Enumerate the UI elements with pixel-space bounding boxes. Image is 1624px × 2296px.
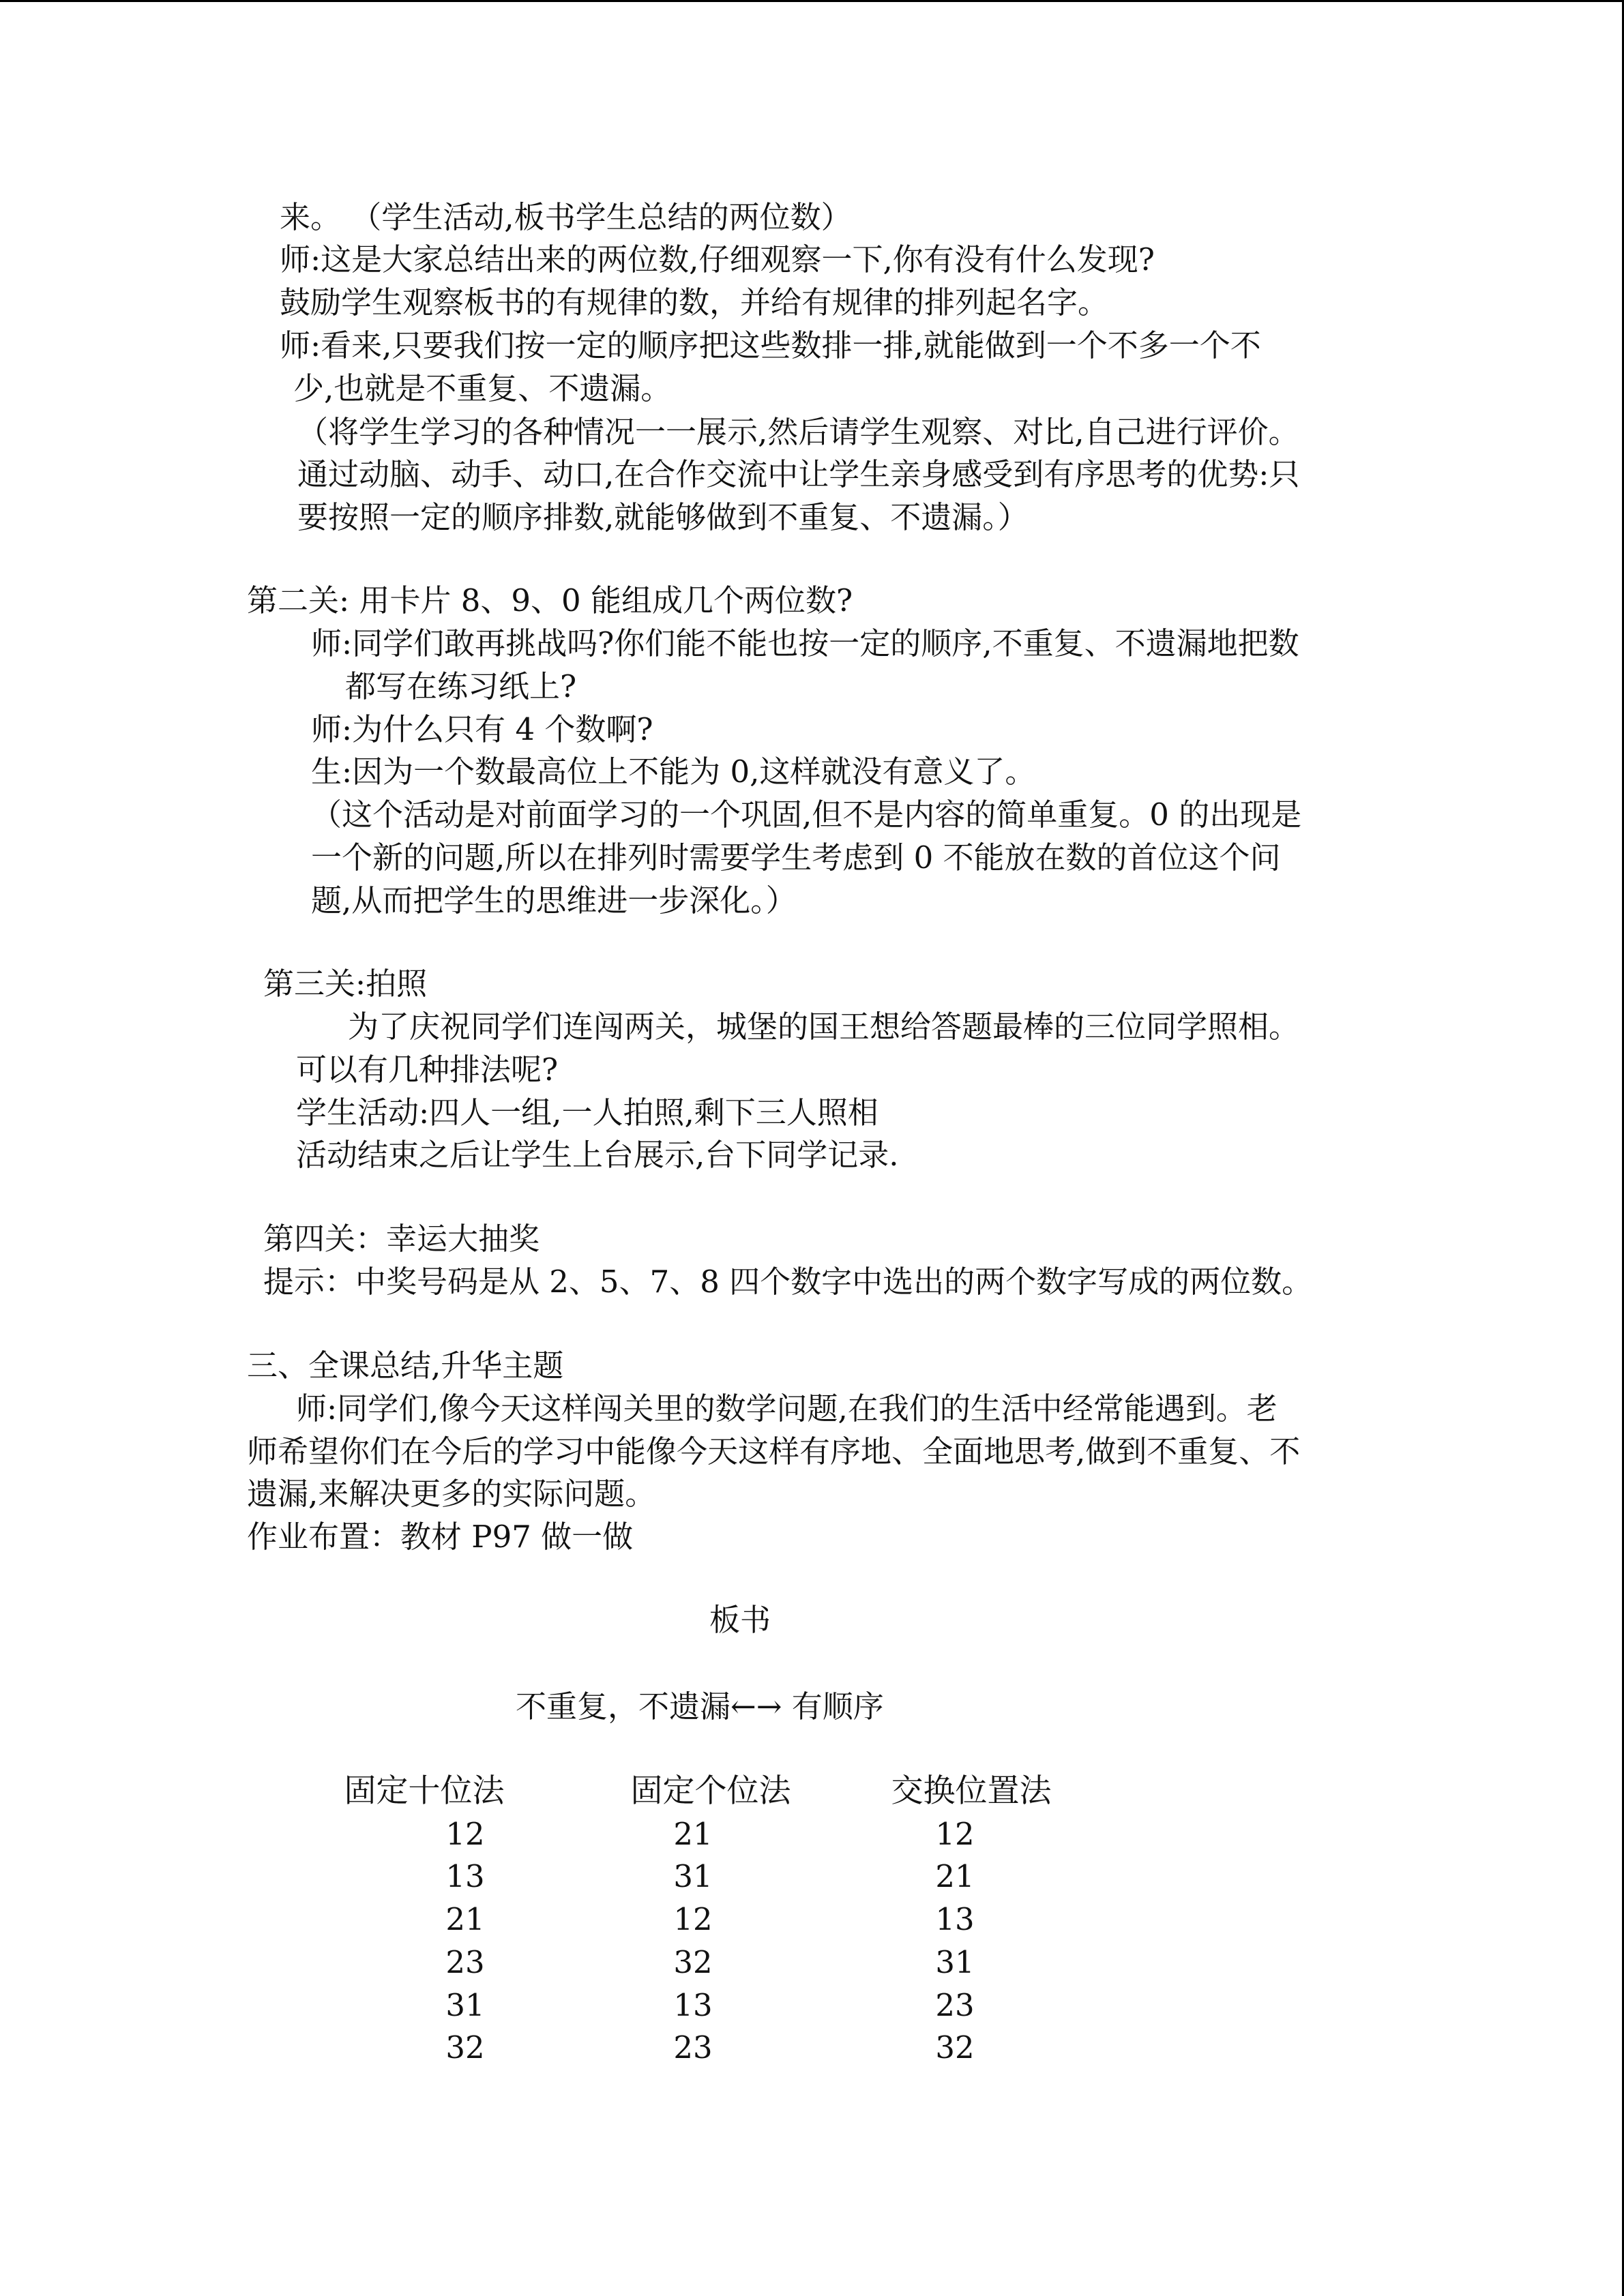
board-cell: 13 xyxy=(673,1987,713,2023)
board-column-header: 交换位置法 xyxy=(891,1772,1052,1810)
text-line: 师:同学们,像今天这样闯关里的数学问题,在我们的生活中经常能遇到。老 xyxy=(296,1390,1278,1427)
text-line: 都写在练习纸上? xyxy=(345,668,577,704)
text-line: 学生活动:四人一组,一人拍照,剩下三人照相 xyxy=(296,1094,879,1131)
text-line: 遗漏,来解决更多的实际问题。 xyxy=(247,1476,656,1512)
text-line: 师:看来,只要我们按一定的顺序把这些数排一排,就能做到一个不多一个不 xyxy=(280,327,1261,363)
text-line: 师:为什么只有 4 个数啊? xyxy=(311,711,653,747)
text-line: （将学生学习的各种情况一一展示,然后请学生观察、对比,自己进行评价。 xyxy=(297,414,1299,450)
text-line: 要按照一定的顺序排数,就能够做到不重复、不遗漏。） xyxy=(297,499,1029,535)
board-cell: 21 xyxy=(935,1858,975,1894)
board-cell: 32 xyxy=(673,1944,713,1980)
board-cell: 31 xyxy=(673,1858,713,1894)
section-heading: 第三关:拍照 xyxy=(263,966,428,1002)
text-line: 通过动脑、动手、动口,在合作交流中让学生亲身感受到有序思考的优势:只 xyxy=(297,456,1300,492)
board-title: 板书 xyxy=(709,1602,771,1638)
board-cell: 12 xyxy=(673,1901,713,1937)
board-cell: 32 xyxy=(445,2029,485,2066)
text-line: 师希望你们在今后的学习中能像今天这样有序地、全面地思考,做到不重复、不 xyxy=(247,1433,1301,1470)
section-heading: 第二关: 用卡片 8、9、0 能组成几个两位数? xyxy=(247,582,853,618)
board-cell: 13 xyxy=(935,1901,975,1937)
text-line: 题,从而把学生的思维进一步深化。） xyxy=(311,882,797,919)
text-line: 师:这是大家总结出来的两位数,仔细观察一下,你有没有什么发现? xyxy=(280,241,1155,278)
text-line: 为了庆祝同学们连闯两关，城堡的国王想给答题最棒的三位同学照相。 xyxy=(348,1009,1300,1045)
text-line: 生:因为一个数最高位上不能为 0,这样就没有意义了。 xyxy=(311,754,1036,790)
text-line: 少,也就是不重复、不遗漏。 xyxy=(293,370,672,406)
board-cell: 12 xyxy=(935,1816,975,1852)
board-cell: 21 xyxy=(673,1816,713,1852)
text-line: 鼓励学生观察板书的有规律的数，并给有规律的排列起名字。 xyxy=(280,284,1109,320)
section-heading: 第四关：幸运大抽奖 xyxy=(263,1221,540,1257)
text-line: 来。 （学生活动,板书学生总结的两位数） xyxy=(280,199,852,235)
board-column-header: 固定个位法 xyxy=(630,1772,791,1810)
board-principle: 不重复，不遗漏←→ 有顺序 xyxy=(516,1688,884,1725)
text-line: 作业布置：教材 P97 做一做 xyxy=(247,1519,634,1555)
board-cell: 31 xyxy=(445,1987,485,2023)
board-cell: 23 xyxy=(445,1944,485,1980)
text-line: 活动结束之后让学生上台展示,台下同学记录. xyxy=(296,1137,899,1173)
board-cell: 12 xyxy=(445,1816,485,1852)
board-cell: 23 xyxy=(935,1987,975,2023)
board-cell: 31 xyxy=(935,1944,975,1980)
text-line: 可以有几种排法呢? xyxy=(296,1052,559,1088)
text-line: 师:同学们敢再挑战吗?你们能不能也按一定的顺序,不重复、不遗漏地把数 xyxy=(311,625,1299,661)
board-cell: 23 xyxy=(673,2029,713,2066)
text-line: （这个活动是对前面学习的一个巩固,但不是内容的简单重复。0 的出现是 xyxy=(311,796,1302,833)
board-cell: 21 xyxy=(445,1901,485,1937)
section-heading: 三、全课总结,升华主题 xyxy=(247,1347,564,1384)
board-cell: 13 xyxy=(445,1858,485,1894)
text-line: 一个新的问题,所以在排列时需要学生考虑到 0 不能放在数的首位这个问 xyxy=(311,839,1281,876)
board-cell: 32 xyxy=(935,2029,975,2066)
text-line: 提示：中奖号码是从 2、5、7、8 四个数字中选出的两个数字写成的两位数。 xyxy=(263,1264,1313,1300)
board-column-header: 固定十位法 xyxy=(344,1772,505,1810)
